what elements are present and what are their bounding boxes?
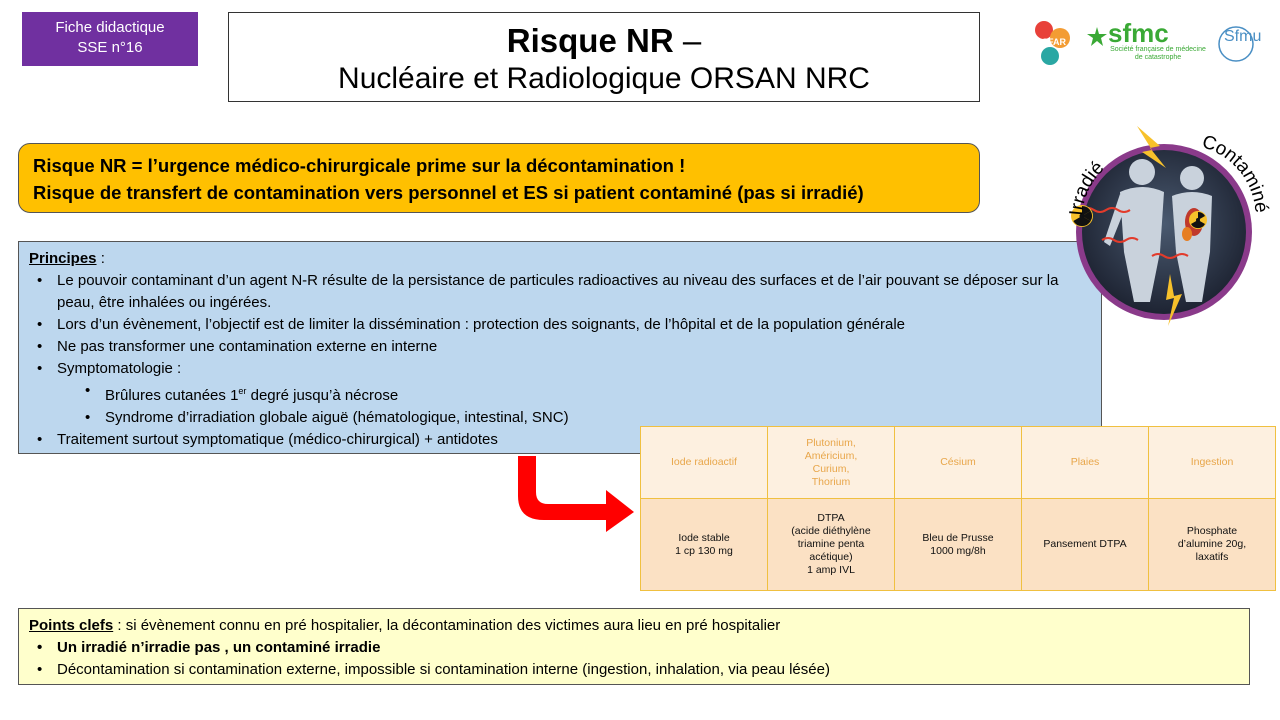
principles-item-last: • Traitement surtout symptomatique (médico-chirurgical) + antidotes [29, 429, 1091, 451]
principles-box [18, 241, 1102, 454]
title-line1 [229, 21, 979, 61]
principles-item: • Lors d’un évènement, l’objectif est de limiter la dissémination : protection des soignants, de l’hôpital et de la population générale [29, 314, 1091, 336]
sfmc-subtitle: Société française de médecine de catastrophe [1110, 46, 1206, 61]
graphic-bg [1082, 150, 1246, 314]
contamine-label: Contaminé [1199, 131, 1272, 214]
principles-item: • Symptomatologie : [29, 358, 1091, 380]
key-points-heading-row [29, 615, 1239, 637]
principles-item: • Ne pas transformer une contamination externe en interne [29, 336, 1091, 358]
title-line2: Nucléaire et Radiologique ORSAN NRC [338, 62, 870, 95]
key-point-item: • Un irradié n’irradie pas , un contaminé irradie [29, 637, 1239, 659]
principles-list [29, 270, 1091, 451]
antidote-table-row [641, 499, 1276, 591]
antidote-cell: DTPA (acide diéthylène triamine penta acétique) 1 amp IVL [768, 499, 895, 591]
badge-line1: Fiche didactique [55, 19, 165, 36]
title-dash: – [673, 22, 702, 59]
alert-line2: Risque de transfert de contamination vers personnel et ES si patient contaminé (pas si irradié) [33, 182, 864, 203]
principles-item: • Le pouvoir contaminant d’un agent N-R résulte de la persistance de particules radioactives au niveau des surfaces et de l’air pouvant se déposer sur la peau, être inhalées ou ingérées. [29, 270, 1091, 314]
title-bold: Risque NR [506, 22, 674, 59]
antidote-cell: Bleu de Prusse 1000 mg/8h [895, 499, 1022, 591]
key-points-heading: Points clefs [29, 617, 114, 634]
title-box [228, 12, 980, 102]
antidote-header-cell: Plutonium, Américium, Curium, Thorium [768, 427, 895, 499]
sfmu-wordmark: Sfmu [1224, 28, 1262, 45]
key-point-item: • Décontamination si contamination externe, impossible si contamination interne (ingestion, inhalation, via peau lésée) [29, 659, 1239, 681]
antidote-header-cell: Plaies [1022, 427, 1149, 499]
principles-heading: Principes [29, 250, 97, 267]
burn-sup: er [238, 386, 247, 396]
sfmc-logo [1086, 18, 1210, 66]
principles-sub-item-syndrome: • Syndrome d’irradiation globale aiguë (hématologique, intestinal, SNC) [29, 407, 1091, 429]
principles-heading-row [29, 248, 1091, 270]
antidote-header-cell: Iode radioactif [641, 427, 768, 499]
antidote-table-header-row [641, 427, 1276, 499]
principles-heading-suffix: : [96, 250, 105, 267]
antidote-header-cell: Ingestion [1149, 427, 1276, 499]
alert-line1: Risque NR = l’urgence médico-chirurgicale prime sur la décontamination ! [33, 155, 686, 176]
sfar-logo-icon [1030, 18, 1080, 68]
antidote-cell: Iode stable 1 cp 130 mg [641, 499, 768, 591]
irradiation-contamination-graphic [1042, 122, 1280, 332]
antidote-cell: Phosphate d’alumine 20g, laxatifs [1149, 499, 1276, 591]
partner-logos [1030, 16, 1270, 68]
badge-line2: SSE n°16 [77, 39, 143, 56]
svg-text:SFAR: SFAR [1042, 37, 1067, 47]
irradie-label: Irradié [1066, 157, 1109, 217]
sfmu-logo [1216, 22, 1270, 66]
alert-box [18, 143, 980, 213]
burn-prefix: Brûlures cutanées 1 [105, 387, 239, 404]
key-points-list [29, 637, 1239, 681]
key-points-box [18, 608, 1250, 685]
antidote-cell: Pansement DTPA [1022, 499, 1149, 591]
burn-suffix: degré jusqu’à nécrose [246, 387, 399, 404]
principles-sub-item-burns [29, 380, 1091, 407]
sfmc-star-icon [1086, 26, 1108, 48]
sfmc-wordmark: sfmc [1108, 18, 1169, 48]
antidote-header-cell: Césium [895, 427, 1022, 499]
red-arrow-icon [510, 452, 640, 532]
key-points-intro: : si évènement connu en pré hospitalier, la décontamination des victimes aura lieu en pré hospitalier [113, 617, 781, 634]
radiation-symbol-icon [1189, 211, 1207, 229]
fiche-badge [22, 12, 198, 66]
antidote-table [640, 426, 1276, 591]
